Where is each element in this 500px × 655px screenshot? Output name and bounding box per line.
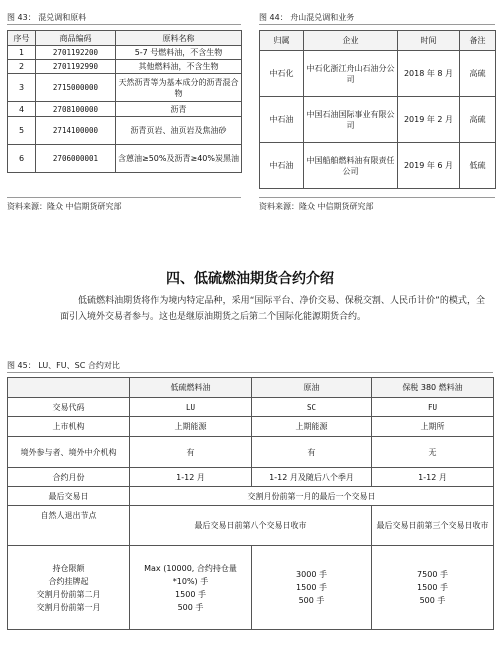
fig43-cell: 含蒽油≥50%及沥青≥40%炭黑油 [116, 145, 242, 173]
table-row [8, 60, 242, 74]
fig45-cell: LU [130, 398, 252, 417]
table-row [260, 97, 496, 143]
fig43-cell: 4 [8, 102, 36, 117]
fig43-header: 商品编码 [36, 31, 116, 46]
fig44-source: 资料来源：隆众 中信期货研究部 [259, 202, 374, 211]
fig44-bottom-rule [259, 197, 495, 198]
fig44-cell: 中石化 [260, 51, 304, 97]
table-row [260, 51, 496, 97]
fig43-header: 原料名称 [116, 31, 242, 46]
fig45-cell [252, 546, 372, 630]
fig44-caption: 图 44： 舟山混兑调和业务 [259, 13, 355, 22]
fig44-cell: 2019 年 2 月 [398, 97, 460, 143]
fig44-cell: 2018 年 8 月 [398, 51, 460, 97]
fig43-cell: 2701192200 [36, 46, 116, 60]
fig45-caption: 图 45： LU、FU、SC 合约对比 [7, 361, 120, 370]
fig45-header: 保税 380 燃料油 [372, 378, 494, 398]
fig45-limit-value: 1500 手 [175, 589, 206, 599]
fig44-caption-rule [259, 24, 495, 25]
fig44-table [259, 30, 496, 189]
fig44-header: 备注 [460, 31, 496, 51]
fig45-limit-value: 500 手 [419, 596, 446, 605]
table-row [8, 117, 242, 145]
table-row [8, 437, 494, 468]
table-row [260, 143, 496, 189]
fig43-cell: 2 [8, 60, 36, 74]
fig45-cell: 上期能源 [130, 417, 252, 437]
fig45-cell: SC [252, 398, 372, 417]
fig43-caption: 图 43： 混兑调和原料 [7, 13, 87, 22]
fig43-cell: 沥青 [116, 102, 242, 117]
fig44-cell: 中国石油国际事业有限公司 [304, 97, 398, 143]
fig43-caption-rule [7, 24, 241, 25]
fig43-header: 序号 [8, 31, 36, 46]
table-row [8, 398, 494, 417]
table-row [8, 102, 242, 117]
fig44-cell: 高硫 [460, 97, 496, 143]
fig44-header: 企业 [304, 31, 398, 51]
table-row [8, 468, 494, 487]
fig45-cell: 最后交易日前第八个交易日收市 [130, 506, 372, 546]
fig43-cell: 其他燃料油，不含生物 [116, 60, 242, 74]
fig45-cell: 无 [372, 437, 494, 468]
fig43-cell: 2714100000 [36, 117, 116, 145]
fig45-limit-label: 交割月份前第一月 [36, 602, 101, 612]
fig45-caption-rule [7, 372, 493, 373]
fig43-table [7, 30, 242, 173]
fig43-cell: 1 [8, 46, 36, 60]
fig43-cell: 2715000000 [36, 74, 116, 102]
fig45-cell: 自然人退出节点 [8, 506, 130, 546]
fig45-cell: 有 [252, 437, 372, 468]
fig44-cell: 2019 年 6 月 [398, 143, 460, 189]
fig44-cell: 中石油 [260, 97, 304, 143]
fig45-header: 低硫燃料油 [130, 378, 252, 398]
fig43-bottom-rule [7, 197, 241, 198]
fig45-table [7, 377, 494, 630]
fig45-limit-label: 交割月份前第二月 [36, 589, 101, 599]
table-row [8, 417, 494, 437]
fig44-header: 归属 [260, 31, 304, 51]
fig43-cell: 2701192990 [36, 60, 116, 74]
table-row [8, 145, 242, 173]
fig45-limit-value: Max (10000, 合约持仓量*10%) 手 [144, 563, 237, 586]
fig45-cell: 最后交易日前第三个交易日收市 [372, 506, 494, 546]
fig45-header: 原油 [252, 378, 372, 398]
fig45-cell: 境外参与者、境外中介机构 [8, 437, 130, 468]
fig43-cell: 5 [8, 117, 36, 145]
fig45-limit-value: 1500 手 [296, 583, 327, 592]
table-row [8, 46, 242, 60]
fig43-cell: 沥青页岩、油页岩及焦油砂 [116, 117, 242, 145]
fig45-cell [372, 546, 494, 630]
fig45-cell [8, 546, 130, 630]
fig45-cell: 交割月份前第一月的最后一个交易日 [130, 487, 494, 506]
section-title: 四、低硫燃油期货合约介绍 [166, 271, 334, 287]
fig45-cell: 交易代码 [8, 398, 130, 417]
fig45-limit-label: 合约挂牌起 [48, 576, 89, 586]
fig43-cell: 3 [8, 74, 36, 102]
fig45-limit-value: 1500 手 [417, 583, 448, 592]
fig43-cell: 2708100000 [36, 102, 116, 117]
fig43-cell: 2706000001 [36, 145, 116, 173]
fig43-cell: 6 [8, 145, 36, 173]
fig45-limit-value: 500 手 [177, 602, 204, 612]
section-paragraph: 低硫燃料油期货将作为境内特定品种，采用“国际平台、净价交易、保税交割、人民币计价”的模式，全面引入境外交易者参与。这也是继原油期货之后第二个国际化能源期货合约。 [60, 296, 485, 322]
fig45-header [8, 378, 130, 398]
fig44-cell: 中石油 [260, 143, 304, 189]
fig44-header: 时间 [398, 31, 460, 51]
fig45-cell: 有 [130, 437, 252, 468]
fig45-cell: 上市机构 [8, 417, 130, 437]
fig45-cell: FU [372, 398, 494, 417]
fig45-cell: 上期能源 [252, 417, 372, 437]
fig43-cell: 5-7 号燃料油，不含生物 [116, 46, 242, 60]
table-row [8, 487, 494, 506]
fig45-cell: 1-12 月 [130, 468, 252, 487]
fig45-cell: 1-12 月及随后八个季月 [252, 468, 372, 487]
table-row [8, 74, 242, 102]
table-row [8, 506, 494, 546]
fig45-cell [130, 546, 252, 630]
fig44-cell: 中国船舶燃料油有限责任公司 [304, 143, 398, 189]
fig44-cell: 中石化浙江舟山石油分公司 [304, 51, 398, 97]
fig45-cell: 1-12 月 [372, 468, 494, 487]
fig45-limit-value: 7500 手 [417, 570, 448, 579]
fig45-limit-value: 500 手 [298, 596, 325, 605]
fig44-cell: 低硫 [460, 143, 496, 189]
fig45-limit-label: 持仓限额 [52, 563, 85, 573]
fig45-cell: 上期所 [372, 417, 494, 437]
table-row [8, 546, 494, 630]
fig43-cell: 天然沥青等为基本成分的沥青混合物 [116, 74, 242, 102]
fig45-limit-value: 3000 手 [296, 570, 327, 579]
fig45-cell: 最后交易日 [8, 487, 130, 506]
fig44-cell: 高硫 [460, 51, 496, 97]
fig43-source: 资料来源：隆众 中信期货研究部 [7, 202, 122, 211]
fig45-cell: 合约月份 [8, 468, 130, 487]
